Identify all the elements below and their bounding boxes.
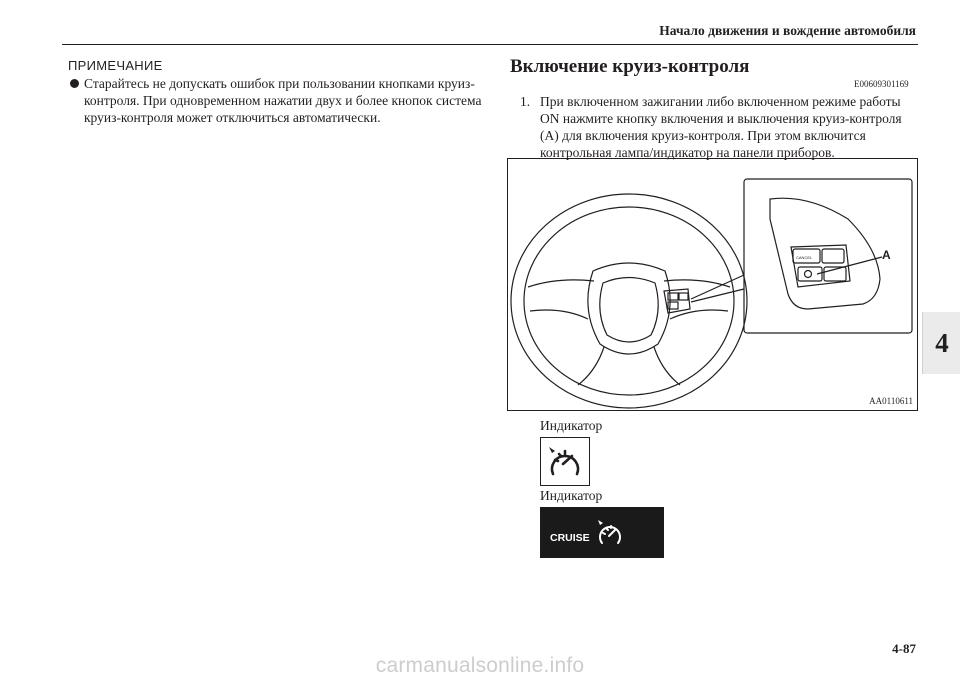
- chapter-tab: [922, 312, 960, 374]
- bullet-icon: [70, 79, 79, 88]
- steering-wheel-illustration: [508, 159, 917, 410]
- indicator-lamp: [540, 437, 590, 486]
- chapter-number: 4: [935, 328, 949, 358]
- steering-wheel-figure: [507, 158, 918, 411]
- header-title: Начало движения и вождение автомобиля: [659, 23, 916, 38]
- step-number: 1.: [520, 94, 531, 109]
- cruise-speedometer-icon: [594, 517, 626, 549]
- cruise-text: CRUISE: [550, 532, 590, 544]
- cruise-speedometer-icon: [541, 438, 589, 485]
- figure-caption: AA0110611: [869, 396, 913, 406]
- section-code: E00609301169: [854, 79, 909, 89]
- note-label: ПРИМЕЧАНИЕ: [68, 58, 163, 73]
- note-text: Старайтесь не допускать ошибок при пользовании кнопками круиз-контроля. При одновременном нажатии двух и более кнопок система круиз-контроля может отключиться автоматически.: [84, 76, 482, 125]
- step-text: При включенном зажигании либо включенном режиме работы ON нажмите кнопку включения и выключения круиз-контроля (A) для включения круиз-контроля. При этом включится контрольная лампа/индикатор на панели приборов.: [540, 94, 902, 160]
- watermark: carmanualsonline.info: [375, 654, 585, 677]
- header-divider: [62, 44, 918, 45]
- page-number: 4-87: [892, 641, 916, 656]
- cruise-indicator: [540, 507, 664, 558]
- indicator-label: Индикатор: [540, 488, 603, 503]
- callout-label: A: [882, 248, 891, 262]
- section-title: Включение круиз-контроля: [510, 56, 750, 77]
- cancel-label: CANCEL: [796, 255, 813, 260]
- note-item: [84, 75, 484, 126]
- indicator-label: Индикатор: [540, 418, 603, 433]
